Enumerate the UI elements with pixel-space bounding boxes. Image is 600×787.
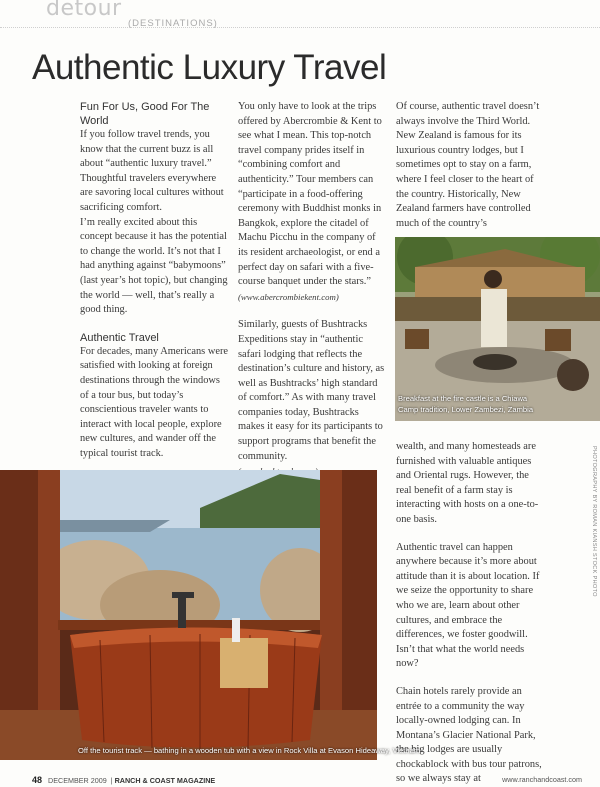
column-3-bottom	[396, 440, 546, 787]
paragraph: Of course, authentic travel doesn’t always involve the Third World. New Zealand is famous for its luxurious country lodges, but I sometimes opt to stay on a farm, where I feel closer to the heart of the country. Historically, New Zealand farmers have controlled much of the country’s	[396, 101, 540, 229]
article-title: Authentic Luxury Travel	[32, 48, 387, 87]
paragraph-text: You only have to look at the trips offered by Abercrombie & Kent to see what I mean. This top-notch travel company prides itself in “combining comfort and authenticity.” Tour members can “participate in a food-offering ceremony with Buddhist monks in Bangkok, explore the citadel of Machu Picchu in the company of its resident archaeologist, or end a perfect day on safari with a five-course banquet under the stars.”	[238, 101, 382, 288]
paragraph: Chain hotels rarely provide an entrée to a community the way locally-owned lodging can. In Montana’s Glacier National Park, the big lodges are usually chockablock with bus tour patrons, so we always stay at	[396, 685, 542, 785]
url-abercrombie[interactable]: (www.abercrombiekent.com)	[238, 291, 339, 302]
bathtub-caption: Off the tourist track — bathing in a wooden tub with a view in Rock Villa at Evason Hideaway, Vietnam	[78, 746, 421, 755]
bathtub-photo	[0, 470, 421, 760]
column-3-top	[396, 100, 546, 231]
paragraph: I’m really excited about this concept because it has the potential to change the world. It’s not that I had anything against “babymoons” (last year’s hot topic), but changing the world — well, that’s really a good thing.	[80, 216, 228, 316]
footer-website[interactable]: www.ranchandcoast.com	[502, 775, 582, 784]
safari-caption-line-1: Breakfast at the fire castle is a Chiawa	[398, 394, 528, 403]
safari-caption-line-2: Camp tradition, Lower Zambezi, Zambia	[398, 405, 534, 414]
subhead-authentic-travel: Authentic Travel	[80, 331, 159, 344]
subhead-fun-for-us: Fun For Us, Good For The World	[80, 101, 210, 127]
paragraph	[238, 100, 386, 305]
paragraph: If you follow travel trends, you know that the current buzz is all about “authentic luxury travel.” Thoughtful travelers everywhere are savoring local cultures without sacrificing comfort.	[80, 129, 224, 213]
page-number: 48	[32, 775, 43, 785]
paragraph: For decades, many Americans were satisfied with looking at foreign destinations through the windows of a tour bus, but today’s conscientious traveler wants to interact with local people, explore new cultures, and wander off the typical tourist track.	[80, 345, 229, 459]
magazine-name: RANCH & COAST MAGAZINE	[114, 776, 216, 785]
paragraph: Authentic travel can happen anywhere because it’s more about attitude than it is about location. If we seize the opportunity to share who we are, learn about other cultures, and embrace the differences, we foster goodwill. Isn’t that what the world needs now?	[396, 541, 540, 670]
safari-caption	[398, 393, 598, 415]
photo-credit: PHOTOGRAPHY BY ROMAN KIANSH STOCK PHOTO	[591, 446, 597, 597]
column-1	[80, 100, 228, 461]
column-2	[238, 100, 386, 479]
header-divider	[0, 27, 600, 28]
footer-left: 48 DECEMBER 2009 | RANCH & COAST MAGAZINE	[32, 775, 216, 785]
issue-date: DECEMBER 2009	[48, 776, 107, 785]
section-label: detour	[46, 0, 122, 21]
paragraph: Similarly, guests of Bushtracks Expeditions stay in “authentic safari lodging that reflects the destination’s culture and history, as well as Bushtracks’ high standard of comfort.” As with many travel companies today, Bushtracks makes it easy for its participants to support programs that benefit the community.	[238, 319, 385, 462]
paragraph: wealth, and many homesteads are furnished with valuable antiques and Oriental rugs. However, the real benefit of a farm stay is interacting with hosts on a one-to-one basis.	[396, 441, 539, 525]
subsection-label: (DESTINATIONS)	[128, 18, 218, 29]
